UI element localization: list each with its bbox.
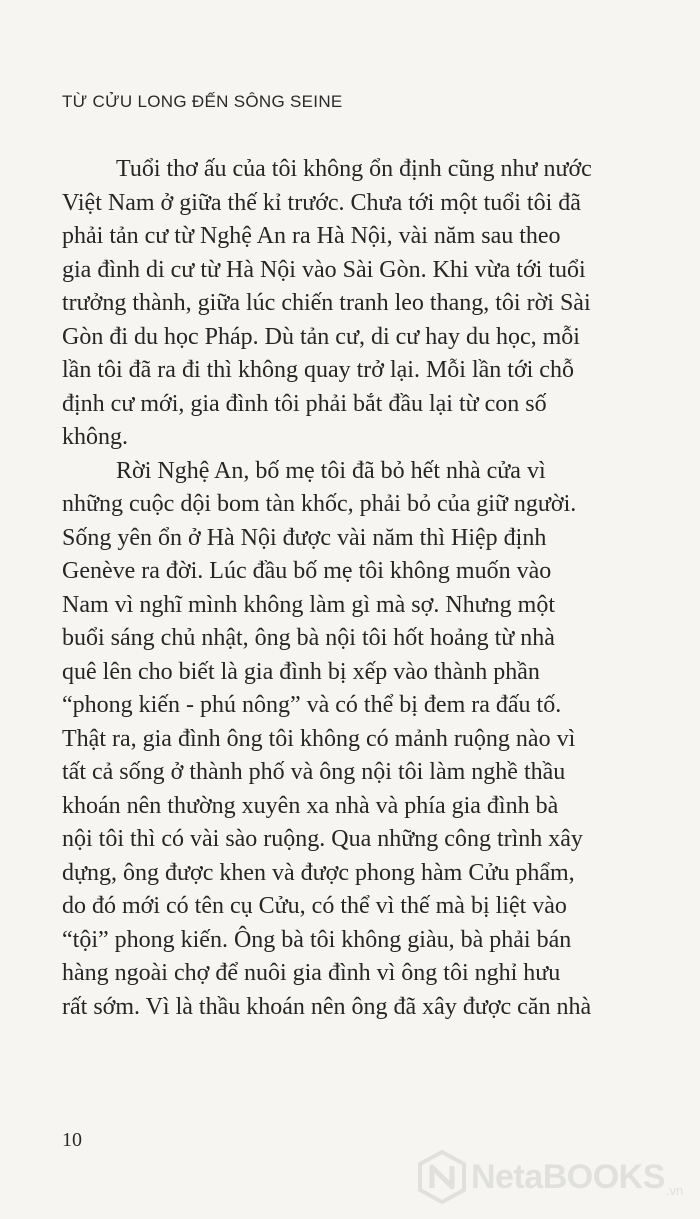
text-line: hàng ngoài chợ để nuôi gia đình vì ông tôi nghỉ hưu [62,960,561,986]
text-line: “phong kiến - phú nông” và có thể bị đem ra đấu tố. [62,692,562,718]
text-line: Gòn đi du học Pháp. Dù tản cư, di cư hay du học, mỗi [62,323,580,350]
text-line: Thật ra, gia đình ông tôi không có mảnh ruộng nào vì [62,725,576,752]
body-text [62,153,692,1024]
text-line: Tuổi thơ ấu của tôi không ổn định cũng như nước [116,156,592,182]
text-line: những cuộc dội bom tàn khốc, phải bỏ của giữ người. [62,491,577,517]
text-line: Rời Nghệ An, bố mẹ tôi đã bỏ hết nhà cửa vì [116,457,546,484]
text-line: “tội” phong kiến. Ông bà tôi không giàu, bà phải bán [62,926,572,953]
text-line: trưởng thành, giữa lúc chiến tranh leo thang, tôi rời Sài [62,290,591,316]
text-line: dựng, ông được khen và được phong hàm Cửu phẩm, [62,859,575,886]
neta-logo-icon [417,1150,467,1204]
paragraph-1 [62,153,692,455]
running-head: TỪ CỬU LONG ĐẾN SÔNG SEINE [62,92,343,111]
paragraph-2 [62,455,692,1025]
text-line: khoán nên thường xuyên xa nhà và phía gia đình bà [62,792,559,819]
watermark-brand: NetaBOOKS [471,1157,665,1196]
text-line: Genève ra đời. Lúc đầu bố mẹ tôi không muốn vào [62,558,552,584]
text-line: Sống yên ổn ở Hà Nội được vài năm thì Hiệp định [62,524,547,551]
text-line: Nam vì nghĩ mình không làm gì mà sợ. Nhưng một [62,591,556,618]
page-number: 10 [62,1129,82,1151]
text-line: tất cả sống ở thành phố và ông nội tôi làm nghề thầu [62,759,566,785]
text-line: quê lên cho biết là gia đình bị xếp vào thành phần [62,658,540,685]
text-line: lần tôi đã ra đi thì không quay trở lại. Mỗi lần tới chỗ [62,357,574,383]
text-line: không. [62,424,128,450]
text-line: Việt Nam ở giữa thế kỉ trước. Chưa tới một tuổi tôi đã [62,189,581,216]
text-line: phải tản cư từ Nghệ An ra Hà Nội, vài năm sau theo [62,223,561,249]
text-line: rất sớm. Vì là thầu khoán nên ông đã xây được căn nhà [62,993,592,1020]
watermark-suffix: .vn [665,1183,684,1198]
text-line: gia đình di cư từ Hà Nội vào Sài Gòn. Khi vừa tới tuổi [62,256,586,283]
text-line: định cư mới, gia đình tôi phải bắt đầu lại từ con số [62,390,547,417]
text-line: do đó mới có tên cụ Cửu, có thể vì thế mà bị liệt vào [62,893,567,919]
watermark [417,1150,683,1204]
text-line: buổi sáng chủ nhật, ông bà nội tôi hốt hoảng từ nhà [62,625,555,651]
text-line: nội tôi thì có vài sào ruộng. Qua những công trình xây [62,826,583,852]
